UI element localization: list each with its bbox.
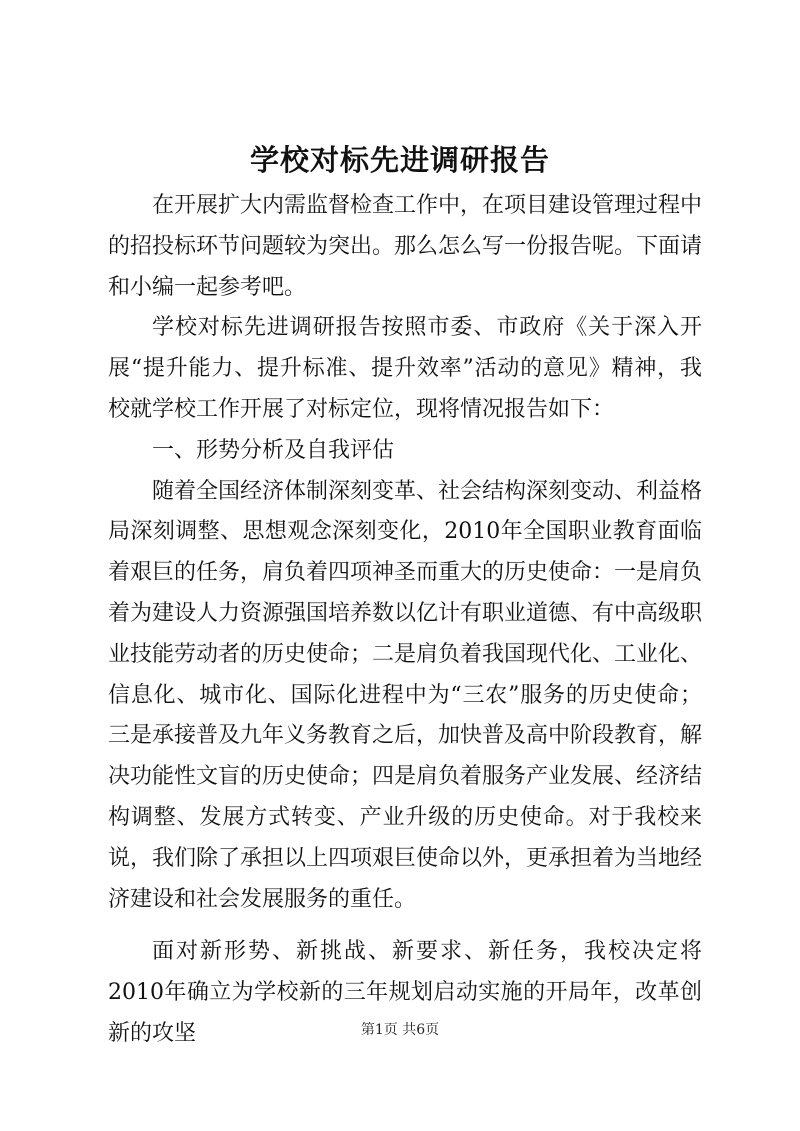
section-heading: 一、形势分析及自我评估 <box>152 437 395 463</box>
paragraph-plan: 面对新形势、新挑战、新要求、新任务，我校决定将2010年确立为学校新的三年规划启动实施的开局年，改革创新的攻坚 <box>108 939 702 1046</box>
paragraph-situation: 随着全国经济体制深刻变革、社会结构深刻变动、利益格局深刻调整、思想观念深刻变化，2010年全国职业教育面临着艰巨的任务，肩负着四项神圣而重大的历史使命：一是肩负着为建设人力资源强国培养数以亿计有职业道德、有中高级职业技能劳动者的历史使命；二是肩负着我国现代化、工业化、信息化、城市化、国际化进程中为“三农”服务的历史使命；三是承接普及九年义务教育之后，加快普及高中阶段教育，解决功能性文盲的历史使命；四是肩负着服务产业发展、经济结构调整、发展方式转变、产业升级的历史使命。对于我校来说，我们除了承担以上四项艰巨使命以外，更承担着为当地经济建设和社会发展服务的重任。 <box>108 478 703 912</box>
paragraph-opening: 学校对标先进调研报告按照市委、市政府《关于深入开展“提升能力、提升标准、提升效率”活动的意见》精神，我校就学校工作开展了对标定位，现将情况报告如下： <box>108 315 702 422</box>
document-title: 学校对标先进调研报告 <box>249 143 550 177</box>
paragraph-intro: 在开展扩大内需监督检查工作中，在项目建设管理过程中的招投标环节问题较为突出。那么怎么写一份报告呢。下面请和小编一起参考吧。 <box>108 193 703 300</box>
page-number-footer: 第1页 共6页 <box>360 1022 440 1038</box>
document-body <box>108 186 702 1055</box>
